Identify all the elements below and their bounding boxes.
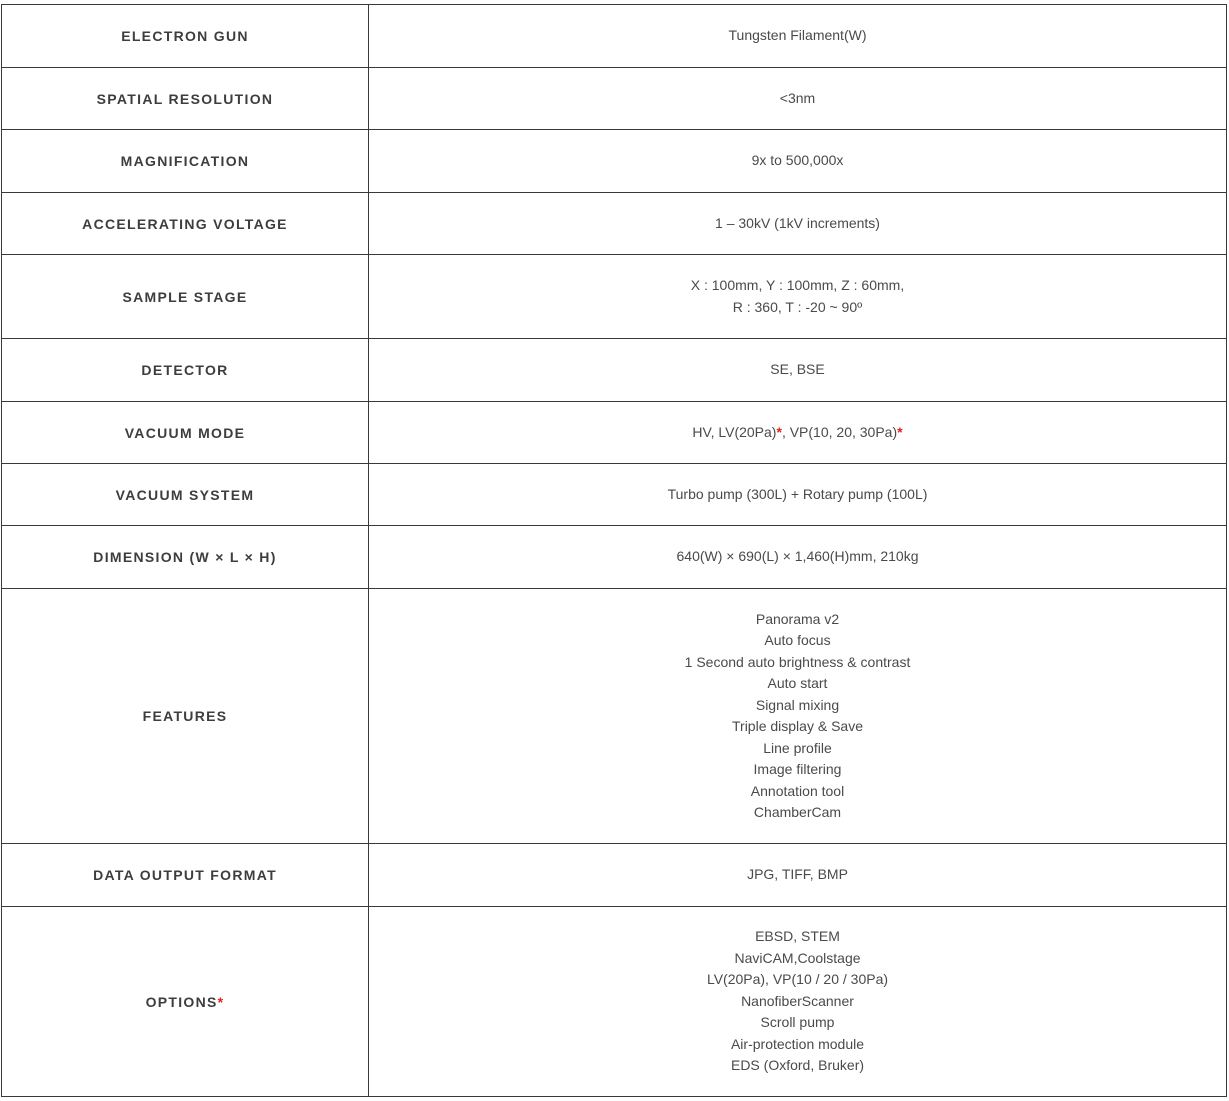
spec-label: VACUUM SYSTEM xyxy=(2,464,369,526)
feature-item: Auto focus xyxy=(764,632,831,648)
option-asterisk: * xyxy=(217,993,225,1010)
option-item: NanofiberScanner xyxy=(741,992,854,1009)
feature-item: Signal mixing xyxy=(755,696,840,713)
feature-item: ChamberCam xyxy=(753,804,842,820)
spec-row-features xyxy=(2,589,1227,844)
spec-row-sample-stage xyxy=(2,255,1227,339)
feature-item: Auto start xyxy=(767,675,828,691)
feature-item: Annotation tool xyxy=(750,782,845,799)
option-item: NaviCAM,Coolstage xyxy=(734,949,861,966)
feature-item: Panorama v2 xyxy=(755,610,840,627)
option-asterisk: * xyxy=(897,423,903,440)
feature-item: Line profile xyxy=(763,739,832,756)
spec-row-detector xyxy=(2,339,1227,402)
option-item: Scroll pump xyxy=(760,1014,835,1031)
spec-value: SE, BSE xyxy=(369,339,1227,402)
spec-label: DIMENSION (W × L × H) xyxy=(2,526,369,589)
spec-value-line: R : 360, T : -20 ~ 90º xyxy=(732,298,863,315)
spec-label: ACCELERATING VOLTAGE xyxy=(2,193,369,255)
option-item: EBSD, STEM xyxy=(755,928,840,945)
spec-value: 1 – 30kV (1kV increments) xyxy=(369,193,1227,255)
spec-value xyxy=(369,907,1227,1097)
spec-value-text: , VP(10, 20, 30Pa) xyxy=(781,423,898,440)
spec-value-text: HV, LV(20Pa) xyxy=(692,423,777,440)
spec-label xyxy=(2,907,369,1097)
spec-value xyxy=(369,255,1227,339)
spec-value: <3nm xyxy=(369,68,1227,130)
spec-value: Turbo pump (300L) + Rotary pump (100L) xyxy=(369,464,1227,526)
spec-row-vacuum-system xyxy=(2,464,1227,526)
feature-item: Triple display & Save xyxy=(732,718,863,734)
spec-row-accelerating-voltage xyxy=(2,193,1227,255)
spec-label: FEATURES xyxy=(2,589,369,844)
spec-row-dimension xyxy=(2,526,1227,589)
option-item: Air-protection module xyxy=(730,1035,865,1052)
spec-value: JPG, TIFF, BMP xyxy=(369,844,1227,907)
spec-value: Tungsten Filament(W) xyxy=(369,5,1227,68)
spec-row-magnification xyxy=(2,130,1227,193)
feature-item: 1 Second auto brightness & contrast xyxy=(684,653,911,670)
spec-value xyxy=(369,402,1227,464)
spec-label: SAMPLE STAGE xyxy=(2,255,369,339)
spec-value: 9x to 500,000x xyxy=(369,130,1227,193)
spec-label: VACUUM MODE xyxy=(2,402,369,464)
spec-label: DATA OUTPUT FORMAT xyxy=(2,844,369,907)
feature-item: Image filtering xyxy=(753,761,842,777)
spec-label: ELECTRON GUN xyxy=(2,5,369,68)
spec-value-line: X : 100mm, Y : 100mm, Z : 60mm, xyxy=(690,277,905,293)
spec-row-spatial-resolution xyxy=(2,68,1227,130)
option-asterisk: * xyxy=(776,423,782,440)
option-item: EDS (Oxford, Bruker) xyxy=(730,1057,865,1074)
spec-value xyxy=(369,589,1227,844)
spec-row-electron-gun xyxy=(2,5,1227,68)
spec-row-data-output-format xyxy=(2,844,1227,907)
spec-value: 640(W) × 690(L) × 1,460(H)mm, 210kg xyxy=(369,526,1227,589)
spec-label-text: OPTIONS xyxy=(145,993,218,1010)
spec-label: MAGNIFICATION xyxy=(2,130,369,193)
spec-label: SPATIAL RESOLUTION xyxy=(2,68,369,130)
spec-row-options xyxy=(2,907,1227,1097)
specifications-table xyxy=(1,4,1227,1097)
option-item: LV(20Pa), VP(10 / 20 / 30Pa) xyxy=(706,971,889,988)
spec-label: DETECTOR xyxy=(2,339,369,402)
spec-row-vacuum-mode xyxy=(2,402,1227,464)
